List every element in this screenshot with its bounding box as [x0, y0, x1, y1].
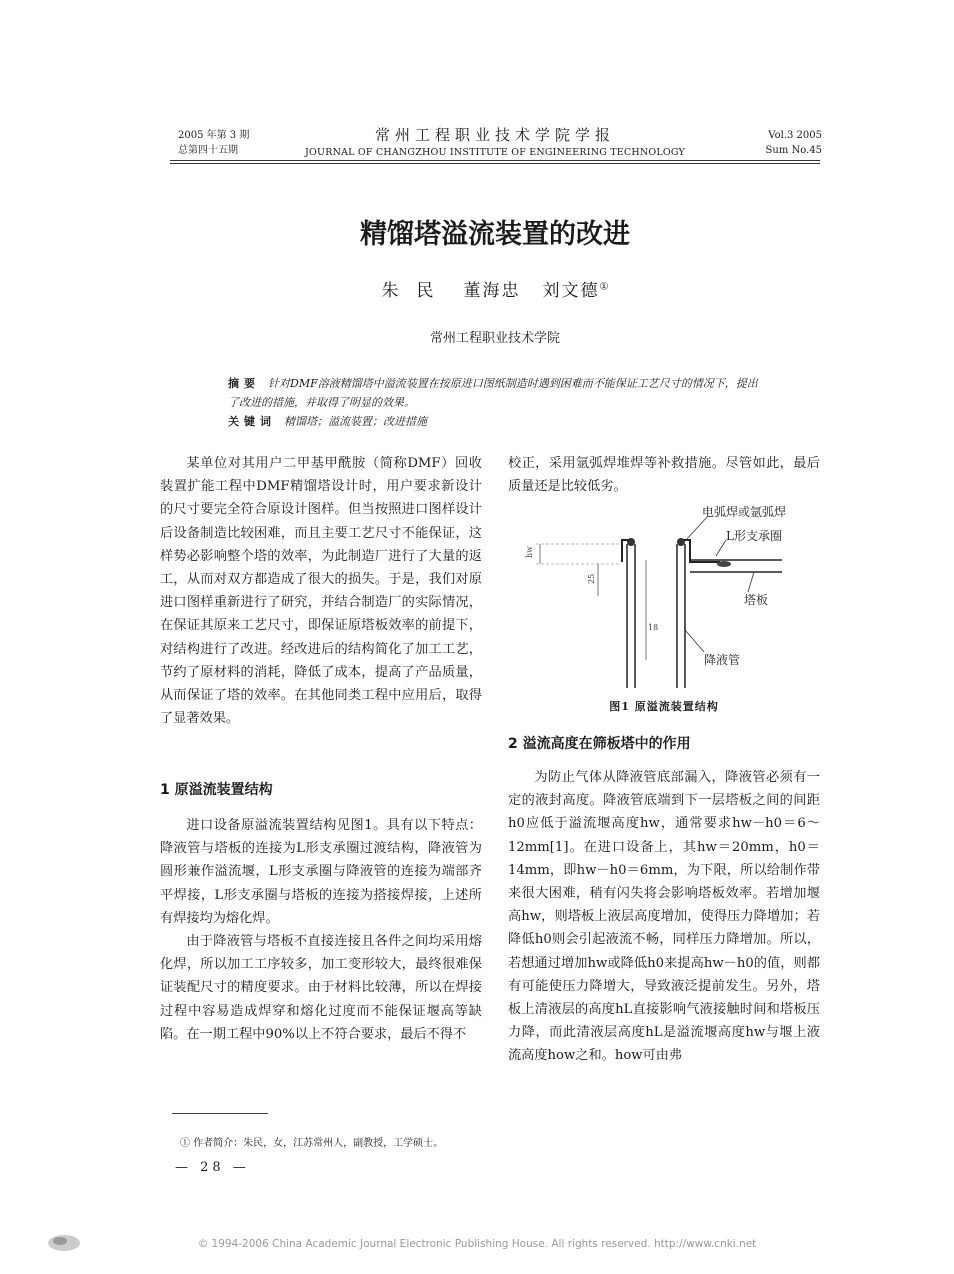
abstract	[228, 374, 768, 431]
dim-label-25: 25	[587, 573, 596, 584]
header-issue	[178, 128, 249, 158]
author-2: 董海忠	[463, 281, 521, 301]
header-issue-line2: 总第四十五期	[178, 145, 238, 156]
section-1-paragraph-1: 进口设备原溢流装置结构见图1。具有以下特点：降液管与塔板的连接为L形支承圈过渡结构，降液管为圆形兼作溢流堰，L形支承圈与降液管的连接为端部齐平焊接，L形支承圈与塔板的连接为搭接焊接，上述所有焊接均为熔化焊。	[160, 818, 482, 926]
abstract-text: 针对DMF溶液精馏塔中溢流装置在按原进口图纸制造时遇到困难而不能保证工艺尺寸的情况下，提出了改进的措施，并取得了明显的效果。	[228, 377, 758, 409]
intro-paragraph	[160, 452, 482, 730]
label-weld: 电弧焊或氩弧焊	[702, 505, 787, 519]
continued-paragraph	[508, 452, 820, 498]
keywords-label: 关键词	[228, 415, 276, 428]
journal-name	[300, 124, 690, 158]
keywords-text: 精馏塔；溢流装置；改进措施	[284, 415, 427, 428]
section-2-paragraph-1: 为防止气体从降液管底部漏入，降液管必须有一定的液封高度。降液管底端到下一层塔板之间的间距h0应低于溢流堰高度hw，通常要求hw－h0＝6～12mm[1]。在进口设备上，其hw＝20mm，h0＝14mm，即hw－h0＝6mm，为下限，所以给制作带来很大困难，稍有闪失将会影响塔板效率。若增加堰高hw，则塔板上液层高度增加，使得压力降增加；若降低h0则会引起液流不畅，同样压力降增加。所以，若想通过增加hw或降低h0来提高hw－h0的值，则都有可能使压力降增大，导致液泛提前发生。另外，塔板上清液层的高度hL直接影响气液接触时间和塔板压力降，而此清液层高度hL是溢流堰高度hw与堰上液流高度how之和。how可由弗	[508, 770, 820, 1064]
l-ring-shape	[682, 540, 720, 562]
copyright-notice: © 1994-2006 China Academic Journal Electronic Publishing House. All rights reserved. http://www.cnki.net	[197, 1238, 757, 1250]
leader-line	[685, 630, 704, 652]
paper-title: 精馏塔溢流装置的改进	[360, 219, 630, 250]
section-1-body	[160, 814, 482, 1046]
footnote-rule	[172, 1113, 268, 1114]
section-1-heading: 1 原溢流装置结构	[160, 782, 273, 798]
abstract-label: 摘要	[228, 377, 260, 390]
header-rule	[170, 160, 820, 161]
leader-line	[686, 516, 708, 540]
section-2-body	[508, 766, 820, 1068]
author-1: 朱民	[381, 281, 452, 301]
dim-label-18: 18	[648, 623, 659, 632]
journal-name-en: JOURNAL OF CHANGZHOU INSTITUTE OF ENGINEERING TECHNOLOGY	[305, 147, 685, 158]
header-volume	[742, 128, 822, 158]
weld-mark	[627, 538, 635, 546]
header-volume-line1: Vol.3 2005	[768, 130, 822, 141]
weld-mark	[717, 561, 731, 567]
footnote-mark: ①	[599, 281, 609, 293]
authors	[170, 276, 820, 301]
page-number: — 28 —	[175, 1160, 250, 1175]
weld-mark	[677, 538, 685, 546]
continued-text: 校正，采用氩弧焊堆焊等补救措施。尽管如此，最后质量还是比较低劣。	[508, 456, 820, 495]
figure-1-caption: 图1 原溢流装置结构	[609, 700, 719, 713]
label-l-ring: L形支承圈	[726, 529, 782, 543]
leader-line	[716, 540, 726, 556]
leader-line	[748, 572, 754, 592]
label-tray: 塔板	[744, 593, 769, 607]
journal-name-cn: 常州工程职业技术学院学报	[374, 126, 615, 144]
intro-text: 某单位对其用户二甲基甲酰胺（简称DMF）回收装置扩能工程中DMF精馏塔设计时，用户要求新设计的尺寸要完全符合原设计图样。但当按照进口图样设计后设备制造比较困难，而且主要工艺尺寸不能保证，这样势必影响整个塔的效率，为此制造厂进行了大量的返工，从而对双方都造成了很大的损失。于是，我们对原进口图样重新进行了研究，并结合制造厂的实际情况，在保证其原来工艺尺寸，即保证原塔板效率的前提下，对结构进行了改进。经改进后的结构简化了加工工艺，节约了原材料的消耗，降低了成本，提高了产品质量，从而保证了塔的效率。在其他同类工程中应用后，取得了显著效果。	[160, 456, 482, 727]
dim-label-hw: hw	[525, 546, 534, 558]
footnote: ① 作者简介：朱民，女，江苏常州人，副教授，工学硕士。	[180, 1138, 444, 1149]
header-issue-line1: 2005 年第 3 期	[178, 130, 250, 141]
figure-1-diagram	[510, 500, 810, 692]
section-2-heading: 2 溢流高度在筛板塔中的作用	[508, 736, 691, 752]
header-rule-second	[170, 163, 820, 164]
header-volume-line2: Sum No.45	[765, 145, 822, 156]
section-1-paragraph-2: 由于降液管与塔板不直接连接且各件之间均采用熔化焊，所以加工工序较多，加工变形较大，最终很难保证装配尺寸的精度要求。由于材料比较薄，所以在焊接过程中容易造成焊穿和熔化过度而不能保证堰高等缺陷。在一期工程中90%以上不符合要求，最后不得不	[160, 934, 482, 1042]
label-downcomer: 降液管	[704, 653, 741, 667]
author-3: 刘文德	[542, 281, 600, 301]
affiliation: 常州工程职业技术学院	[429, 331, 560, 346]
